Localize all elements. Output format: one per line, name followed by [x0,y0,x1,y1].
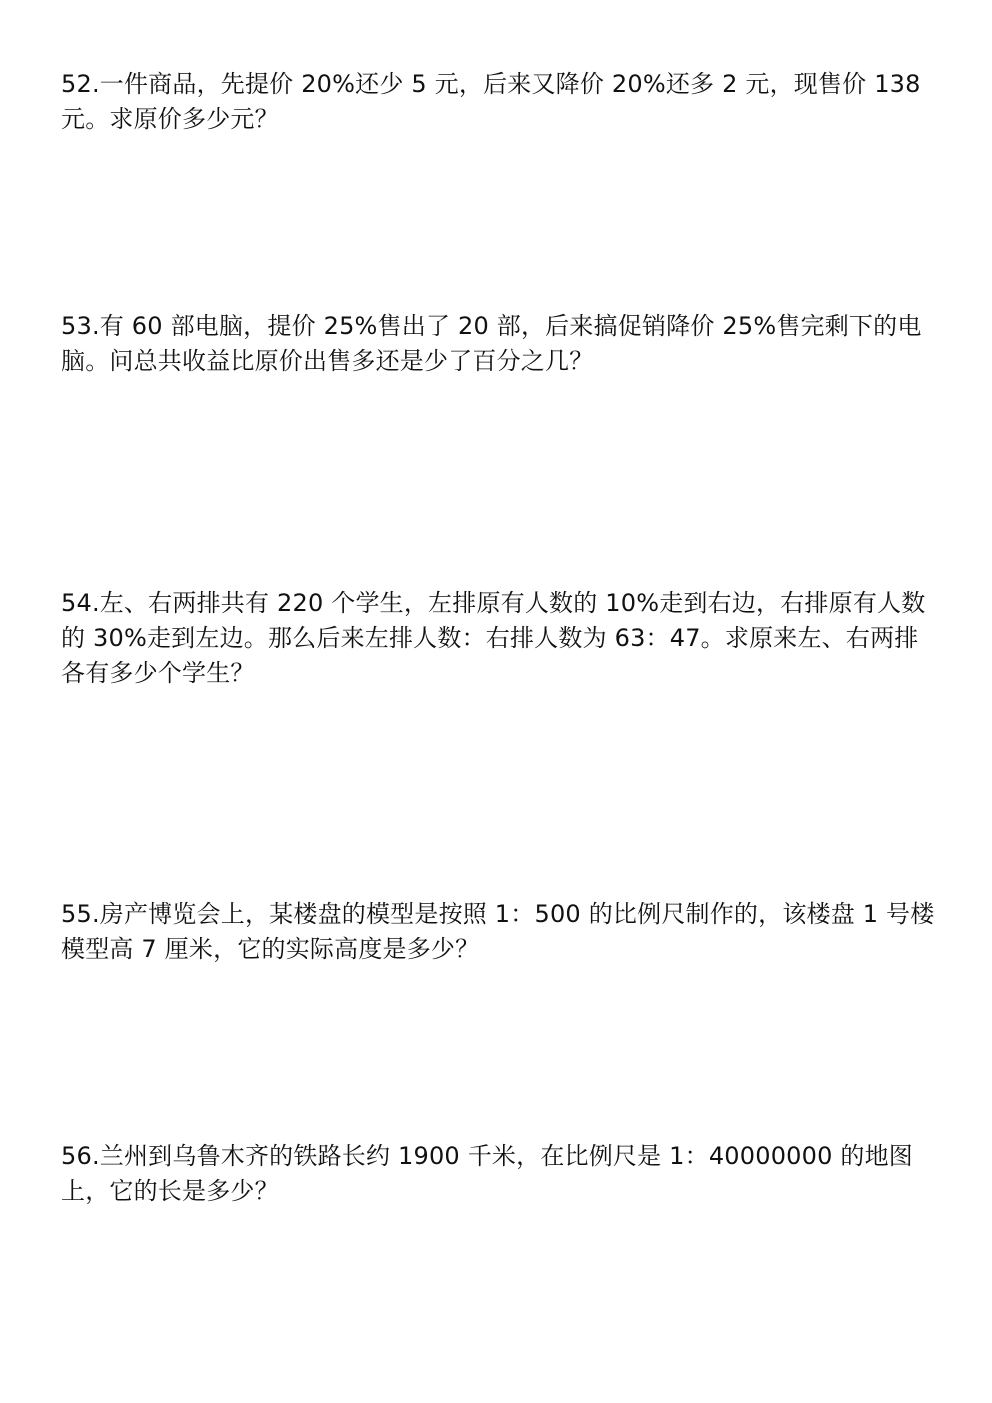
problem-53 [61,309,936,379]
problem-number: 55. [61,900,100,928]
problem-56 [61,1139,936,1209]
problem-number: 52. [61,70,100,98]
problem-text: 兰州到乌鲁木齐的铁路长约 1900 千米，在比例尺是 1：40000000 的地图上，它的长是多少？ [61,1142,913,1205]
problem-number: 54. [61,589,100,617]
problem-number: 53. [61,312,100,340]
problem-number: 56. [61,1142,100,1170]
problem-text: 房产博览会上，某楼盘的模型是按照 1：500 的比例尺制作的，该楼盘 1 号楼模型高 7 厘米，它的实际高度是多少？ [61,900,935,963]
problem-54 [61,586,936,691]
problem-text: 一件商品，先提价 20%还少 5 元，后来又降价 20%还多 2 元，现售价 138 元。求原价多少元？ [61,70,921,133]
problem-52 [61,67,936,137]
problem-55 [61,897,936,967]
problem-text: 左、右两排共有 220 个学生，左排原有人数的 10%走到右边，右排原有人数的 30%走到左边。那么后来左排人数：右排人数为 63：47。求原来左、右两排各有多少个学生？ [61,589,926,687]
problem-text: 有 60 部电脑，提价 25%售出了 20 部，后来搞促销降价 25%售完剩下的电脑。问总共收益比原价出售多还是少了百分之几？ [61,312,922,375]
